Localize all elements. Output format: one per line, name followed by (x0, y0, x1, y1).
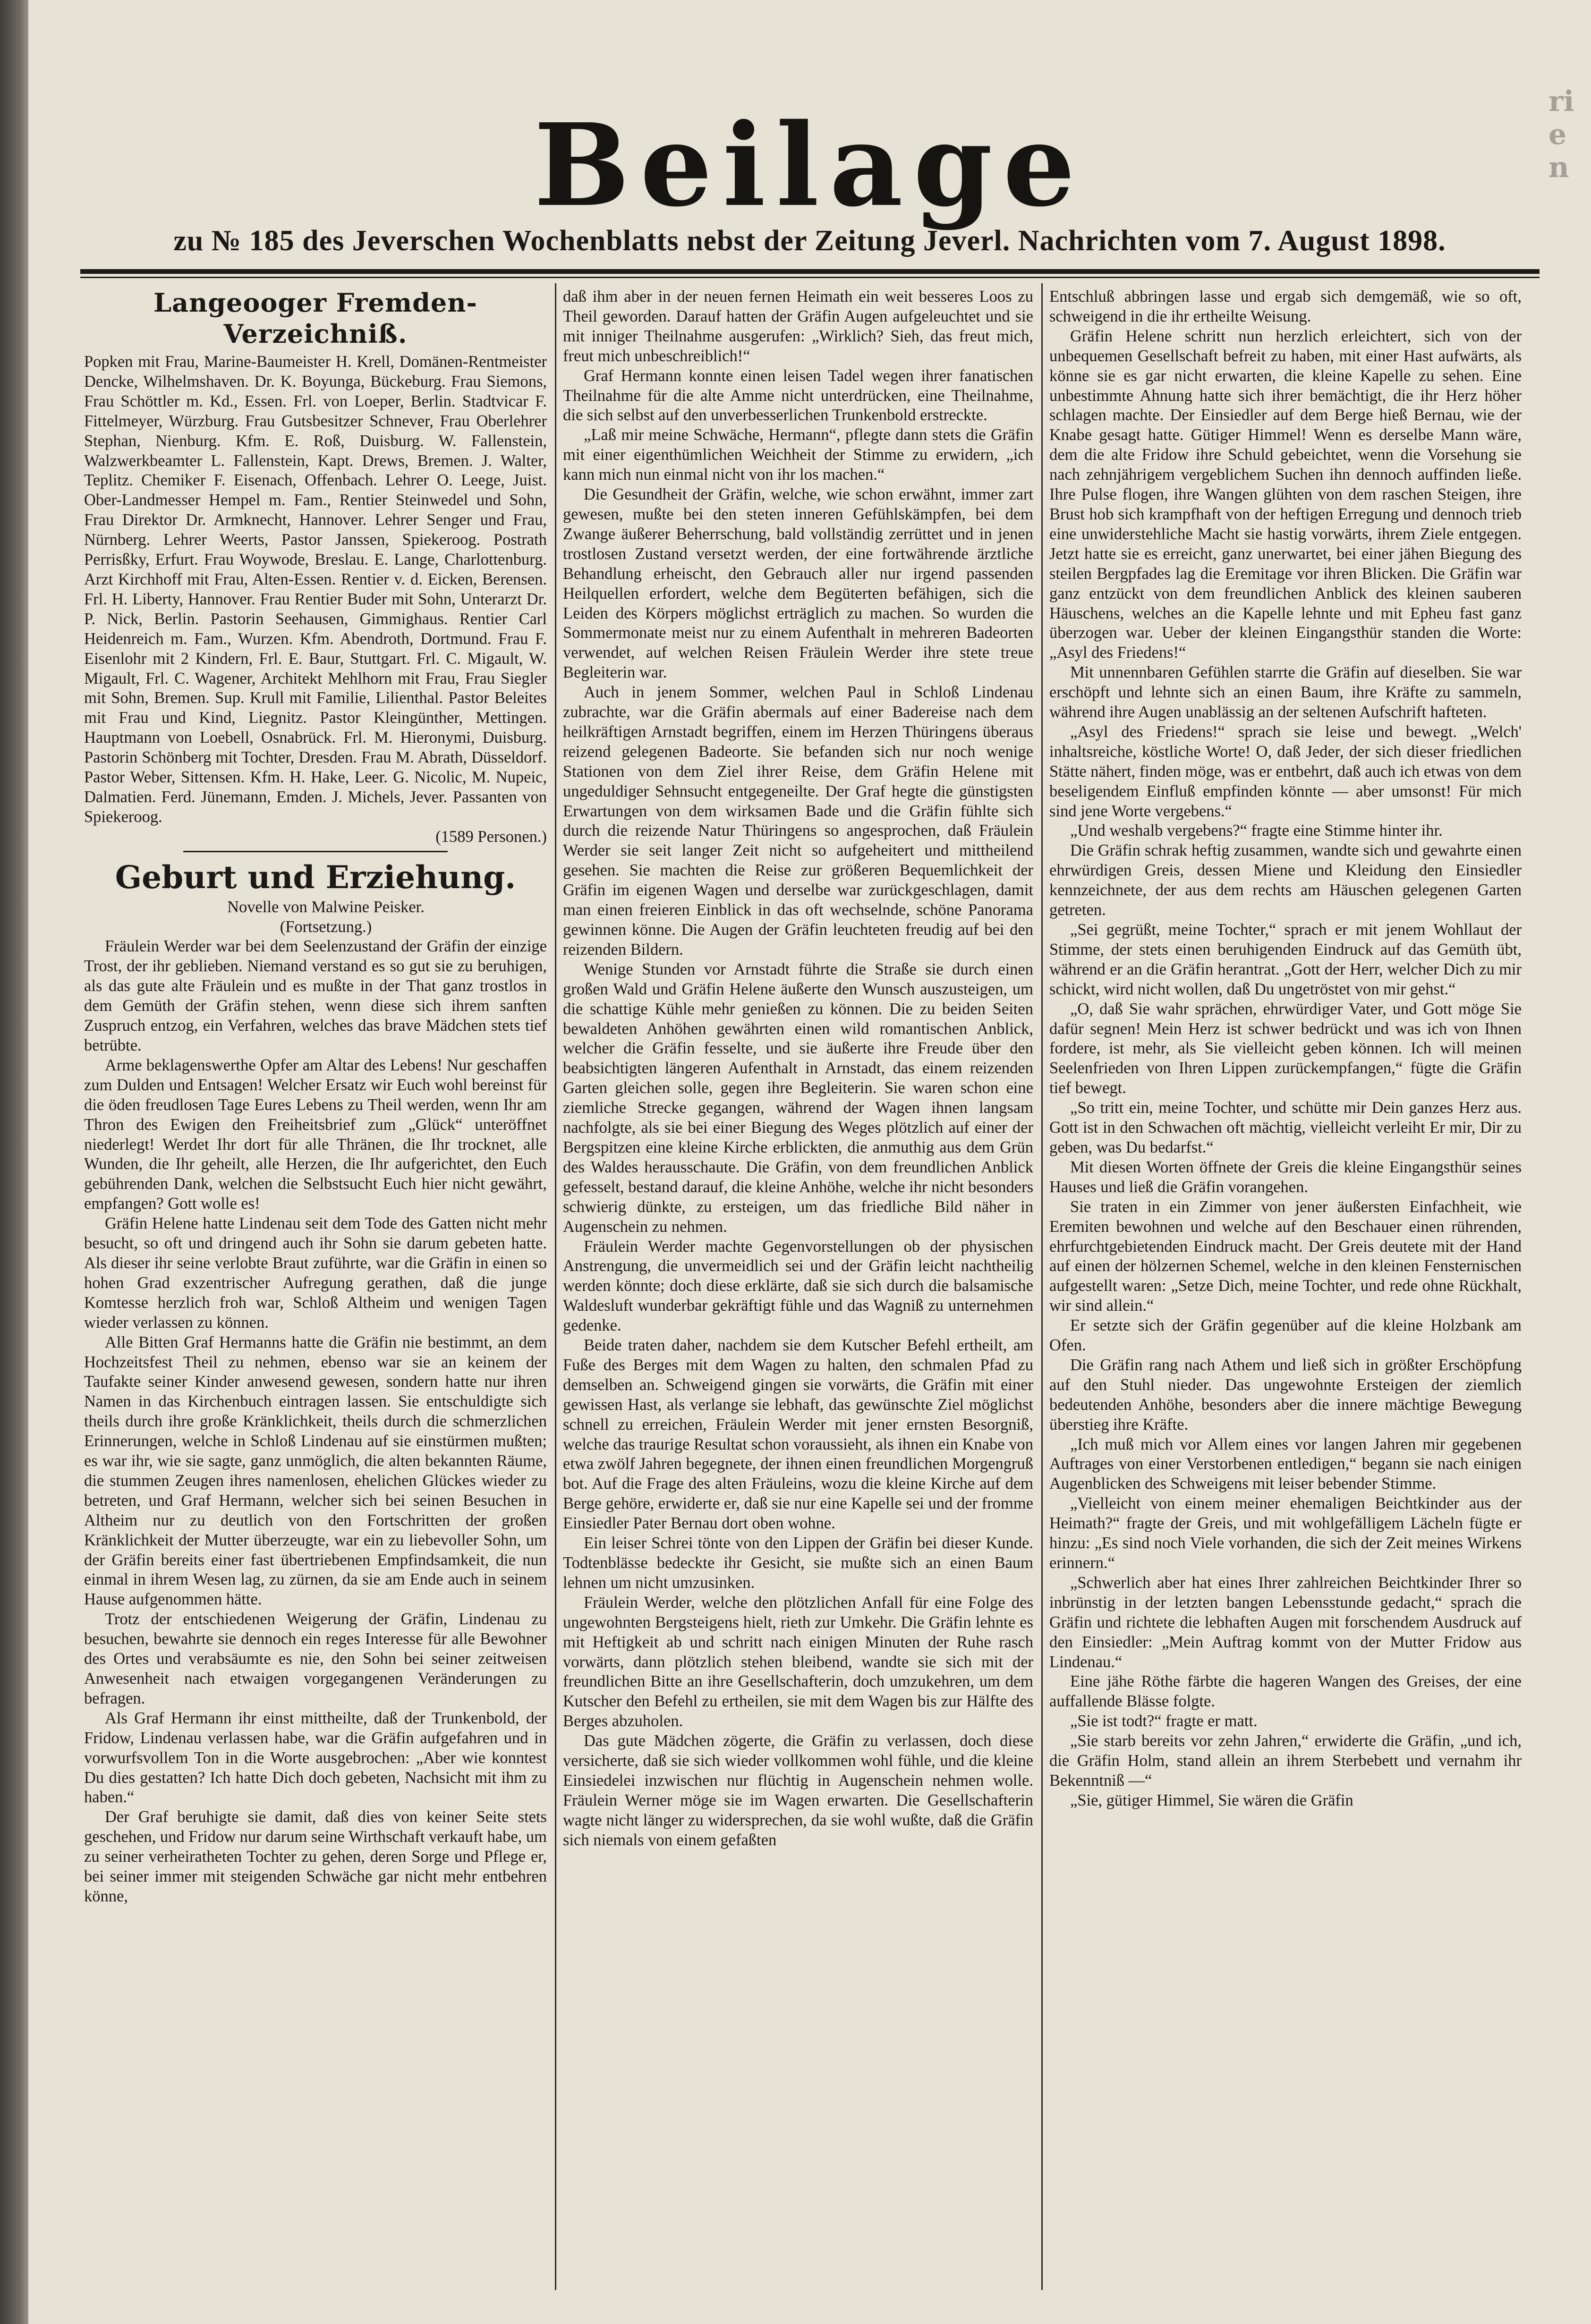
masthead-subline: zu № 185 des Jeverschen Wochenblatts nebst der Zeitung Jeverl. Nachrichten vom 7. August 1898. (173, 225, 1446, 257)
paragraph: „Vielleicht von einem meiner ehemaligen Beichtkinder aus der Heimath?“ fragte der Greis, und mit wohlgefälligem Lächeln fügte er hinzu: „Es sind noch Viele vorhanden, die sich der Zeit meines Wirkens erinnern.“ (1049, 1494, 1522, 1572)
novel-title: Geburt und Erziehung. (115, 858, 516, 896)
masthead-title: Beilage (534, 99, 1086, 232)
paragraph: Graf Hermann konnte einen leisen Tadel wegen ihrer fanatischen Theilnahme für die alte Amme nicht unterdrücken, eine Theilnahme, die sich selbst auf den unverbesserlichen Trunkenbold erstreckte. (563, 366, 1033, 424)
novel-continued-note: (Fortsetzung.) (280, 917, 372, 936)
paragraph: Fräulein Werder, welche den plötzlichen Anfall für eine Folge des ungewohnten Bergsteigens hielt, rieth zur Umkehr. Die Gräfin lehnte es mit Heftigkeit ab und schritt nach einigen Minuten der Ruhe rasch vorwärts, dann plötzlich stehen bleibend, wandte sie sich mit der freundlichen Bitte an ihre Gesellschafterin, doch umzukehren, um dem Kutscher den Befehl zu ertheilen, sie mit dem Wagen bis zur Hälfte des Berges abzuholen. (563, 1593, 1033, 1730)
paragraph: Alle Bitten Graf Hermanns hatte die Gräfin nie bestimmt, an dem Hochzeitsfest Theil zu nehmen, ebenso war sie an keinem der Taufakte seiner Kinder anwesend gewesen, sondern hatte nur ihren Namen in das Kirchenbuch eintragen lassen. Sie entschuldigte sich theils durch ihre große Kränklichkeit, theils durch die schmerzlichen Erinnerungen, welche in Schloß Lindenau auf sie einstürmen mußten; es war ihr, wie sie sagte, ganz unmöglich, die alten bekannten Räume, die stummen Zeugen ihres namenlosen, ehelichen Glückes wieder zu betreten, und Graf Hermann, welcher sich bei seinen Besuchen in Altheim nur zu deutlich von den Fortschritten der großen Kränklichkeit der Mutter überzeugte, war ein zu liebevoller Sohn, um der Gräfin bereits einer fast übertriebenen Empfindsamkeit, die nun einmal in ihrem Wesen lag, zu zürnen, da sie am Ende auch in seinem Hause aufgenommen hätte. (84, 1333, 547, 1609)
paragraph: „Sie starb bereits vor zehn Jahren,“ erwiderte die Gräfin, „und ich, die Gräfin Holm, stand allein an ihrem Sterbebett und vernahm ihr Bekenntniß —“ (1049, 1732, 1522, 1790)
header-rule-thin (80, 277, 1540, 278)
paragraph: „Und weshalb vergebens?“ fragte eine Stimme hinter ihr. (1070, 822, 1443, 840)
guest-list-heading: Langeooger Fremden-Verzeichniß. (153, 288, 477, 349)
section-divider (183, 851, 448, 852)
paragraph: Mit unnennbaren Gefühlen starrte die Gräfin auf dieselben. Sie war erschöpft und lehnte sich an einen Baum, ihre Kräfte zu sammeln, während ihre Augen unablässig an der seltenen Aufschrift hafteten. (1049, 663, 1522, 721)
paragraph: Wenige Stunden vor Arnstadt führte die Straße sie durch einen großen Wald und Gräfin Helene äußerte den Wunsch auszusteigen, um die schattige Kühle mehr genießen zu können. Die zu beiden Seiten bewaldeten Anhöhen gewährten einen wild romantischen Anblick, welcher die Gräfin fesselte, und sie äußerte ihre Freude über den beabsichtigten längeren Aufenthalt in Arnstadt, das einem reizenden Garten gleichen solle, gegen ihre Begleiterin. Sie waren schon eine ziemliche Strecke gegangen, während der Wagen ihnen langsam nachfolgte, als sie bei einer Biegung des Weges plötzlich auf einer der Bergspitzen eine kleine Kirche erblickten, die anmuthig aus dem Grün des Waldes herausschaute. Die Gräfin, von dem freundlichen Anblick gefesselt, bestand darauf, die kleine Anhöhe, welche ihr nicht besonders schwierig dünkte, zu ersteigen, um das friedliche Bild näher in Augenschein zu nehmen. (563, 960, 1033, 1236)
paragraph: Auch in jenem Sommer, welchen Paul in Schloß Lindenau zubrachte, war die Gräfin abermals auf einer Badereise nach dem heilkräftigen Arnstadt begriffen, einem im Herzen Thüringens überaus reizend gelegenen Badeorte. Sie befanden sich nur noch wenige Stationen von dem Ziel ihrer Reise, dem Gräfin Helene mit ungeduldiger Sehnsucht entgegeneilte. Der Graf hegte die günstigsten Erwartungen von dem wirksamen Bade und die Gräfin fühlte sich durch die reizende Natur Thüringens so angesprochen, daß Fräulein Werder sie seit langer Zeit nicht so aufgeheitert und mittheilend gesehen. Sie machten die Reise zur größeren Bequemlichkeit der Gräfin im eigenen Wagen und derselbe war zurückgeschlagen, damit man einen freieren Einblick in das oft wechselnde, schöne Panorama gewinnen könne. Die Augen der Gräfin leuchteten freudig auf bei den reizenden Bildern. (563, 683, 1033, 958)
column-divider (555, 283, 556, 2290)
paragraph: Fräulein Werder war bei dem Seelenzustand der Gräfin der einzige Trost, der ihr geblieben. Niemand verstand es so gut sie zu beruhigen, als das gute alte Fräulein und es mußte in der That ganz trostlos in dem Gemüth der Gräfin stehen, wenn diese sich ihrem sanften Zuspruch entzog, ein Verfahren, welches das brave Mädchen stets tief betrübte. (84, 937, 547, 1054)
paragraph: „Sie, gütiger Himmel, Sie wären die Gräfin (1070, 1791, 1353, 1809)
paragraph: Die Gräfin schrak heftig zusammen, wandte sich und gewahrte einen ehrwürdigen Greis, dessen Miene und Kleidung den Einsiedler kennzeichnete, der aus dem rechts am Häuschen gelegenen Garten getreten. (1049, 841, 1522, 919)
paragraph: „Laß mir meine Schwäche, Hermann“, pflegte dann stets die Gräfin mit einer eigenthümlichen Weichheit der Stimme zu erwidern, „ich kann mich nun einmal nicht von ihr los machen.“ (563, 426, 1033, 484)
guest-list-count: (1589 Personen.) (435, 827, 547, 846)
column-3 (1049, 287, 1522, 2284)
paragraph: Eine jähe Röthe färbte die hageren Wangen des Greises, der eine auffallende Blässe folgte. (1049, 1672, 1522, 1711)
paragraph: Gräfin Helene hatte Lindenau seit dem Tode des Gatten nicht mehr besucht, so oft und dringend auch ihr Sohn sie darum gebeten hatte. Als dieser ihr seine verlobte Braut zuführte, war die Gräfin in einen so hohen Grad exzentrischer Aufregung gerathen, daß die junge Komtesse herzlich froh war, Schloß Altheim und wenigen Tagen wieder verlassen zu können. (84, 1214, 547, 1332)
header-rule-thick (80, 269, 1540, 274)
paragraph: Sie traten in ein Zimmer von jener äußersten Einfachheit, wie Eremiten bewohnen und welche auf den Beschauer einen rührenden, ehrfurchtgebietenden Eindruck macht. Der Greis deutete mit der Hand auf einen der hölzernen Schemel, welche in den kleinen Fensternischen aufgestellt waren: „Setze Dich, meine Tochter, und rede ohne Rückhalt, wir sind allein.“ (1049, 1197, 1522, 1315)
paragraph: „Asyl des Friedens!“ sprach sie leise und bewegt. „Welch' inhaltsreiche, köstliche Worte! O, daß Jeder, der sich dieser friedlichen Stätte nähert, finden möge, was er entbehrt, daß auch ich etwas von dem beseligendem Einfluß empfinden könnte — aber umsonst! Für mich sind jene Worte vergebens.“ (1049, 722, 1522, 820)
paragraph: Mit diesen Worten öffnete der Greis die kleine Eingangsthür seines Hauses und ließ die Gräfin vorangehen. (1049, 1158, 1522, 1196)
paragraph: Das gute Mädchen zögerte, die Gräfin zu verlassen, doch diese versicherte, daß sie sich wieder vollkommen wohl fühle, und die kleine Einsiedelei inzwischen nur flüchtig in Augenschein nehmen wolle. Fräulein Werner möge sie im Wagen erwarten. Die Gesellschafterin wagte nicht länger zu widersprechen, da sie wohl wußte, daß die Gräfin sich niemals von einem gefaßten (563, 1732, 1033, 1849)
paragraph: Fräulein Werder machte Gegenvorstellungen ob der physischen Anstrengung, die unvermeidlich sei und der Gräfin leicht nachtheilig werden könnte; doch diese erklärte, daß sie sich durch die balsamische Waldesluft wunderbar gekräftigt fühle und das Wagniß zu unternehmen gedenke. (563, 1237, 1033, 1335)
paragraph: daß ihm aber in der neuen fernen Heimath ein weit besseres Loos zu Theil geworden. Darauf hatten der Gräfin Augen aufgeleuchtet und sie mit inniger Theilnahme ausgerufen: „Wirklich? Sieh, das freut mich, freut mich unbeschreiblich!“ (563, 288, 1033, 365)
paragraph: Die Gräfin rang nach Athem und ließ sich in größter Erschöpfung auf den Stuhl nieder. Das ungewohnte Ersteigen der ziemlich bedeutenden Anhöhe, besonders aber die innere mächtige Bewegung überstieg ihre Kräfte. (1049, 1356, 1522, 1433)
paragraph: Trotz der entschiedenen Weigerung der Gräfin, Lindenau zu besuchen, bewahrte sie dennoch ein reges Interesse für alle Bewohner des Ortes und verabsäumte es nie, den Sohn bei seiner zeitweisen Anwesenheit nach etwaigen vorgegangenen Veränderungen zu befragen. (84, 1610, 547, 1707)
paragraph: „Ich muß mich vor Allem eines vor langen Jahren mir gegebenen Auftrages von einer Verstorbenen entledigen,“ begann sie nach einigen Augenblicken des Schweigens mit leiser bebender Stimme. (1049, 1435, 1522, 1493)
paragraph: Der Graf beruhigte sie damit, daß dies von keiner Seite stets geschehen, und Fridow nur darum seine Wirthschaft verkauft habe, um zu seiner verheiratheten Tochter zu gehen, deren Sorge und Pflege er, bei seiner immer mit steigenden Schwäche gar nicht mehr entbehren könne, (84, 1808, 547, 1905)
book-spine (0, 0, 28, 2324)
novel-byline: Novelle von Malwine Peisker. (227, 898, 425, 916)
paragraph: Er setzte sich der Gräfin gegenüber auf die kleine Holzbank am Ofen. (1049, 1316, 1522, 1355)
paragraph: „Schwerlich aber hat eines Ihrer zahlreichen Beichtkinder Ihrer so inbrünstig in der letzten bangen Lebensstunde gedacht,“ sprach die Gräfin und richtete die lebhaften Augen mit forschendem Ausdruck auf den Einsiedler: „Mein Auftrag kommt von der Mutter Fridow aus Lindenau.“ (1049, 1573, 1522, 1671)
guest-list-text: Popken mit Frau, Marine-Baumeister H. Krell, Domänen-Rentmeister Dencke, Wilhelmshaven. Dr. K. Boyunga, Bückeburg. Frau Siemons, Frau Schöttler m. Kd., Essen. Frl. von Loeper, Berlin. Stadtvicar F. Fittelmeyer, Würzburg. Frau Gutsbesitzer Schnever, Frau Oberlehrer Stephan, Nienburg. Kfm. E. Roß, Duisburg. W. Fallenstein, Walzwerkbeamter L. Fallenstein, Kapt. Drews, Bremen. J. Walter, Teplitz. Chemiker F. Eisenach, Offenbach. Lehrer O. Leege, Juist. Ober-Landmesser Hempel m. Fam., Rentier Steinwedel und Sohn, Frau Direktor Dr. Armknecht, Hannover. Lehrer Senger und Frau, Nürnberg. Lehrer Weerts, Pastor Janssen, Spiekeroog. Postrath Perrisßky, Erfurt. Frau Woywode, Breslau. E. Lange, Charlottenburg. Arzt Kirchhoff mit Frau, Alten-Essen. Rentier v. d. Eicken, Berensen. Frl. H. Liberty, Hannover. Frau Rentier Buder mit Sohn, Unterarzt Dr. P. Nick, Berlin. Pastorin Seehausen, Gimmighaus. Rentier Carl Heidenreich m. Fam., Wurzen. Kfm. Abendroth, Dortmund. Frau F. Eisenlohr mit 2 Kindern, Frl. E. Baur, Stuttgart. Frl. C. Migault, W. Migault, Frl. C. Wagener, Architekt Mehlhorn mit Frau, Frau Siegler mit Sohn, Bremen. Sup. Krull mit Familie, Lilienthal. Pastor Beleites mit Frau und Kind, Liegnitz. Pastor Kleingünther, Mettingen. Hauptmann von Loebell, Osnabrück. Frl. M. Hieronymi, Duisburg. Pastorin Schönberg mit Tochter, Dresden. Frau M. Abrath, Düsseldorf. Pastor Weber, Sittensen. Kfm. H. Hake, Leer. G. Nicolic, M. Nupeic, Dalmatien. Ferd. Jünemann, Emden. J. Michels, Jever. Passanten von Spiekeroog. (84, 353, 547, 826)
paragraph: Beide traten daher, nachdem sie dem Kutscher Befehl ertheilt, am Fuße des Berges mit dem Wagen zu halten, den schmalen Pfad zu demselben an. Schweigend gingen sie vorwärts, die Gräfin mit einer gewissen Hast, als verlange sie lebhaft, das gewünschte Ziel möglichst schnell zu erreichen, Fräulein Werder mit jener ernsten Besorgniß, welche das traurige Resultat schon voraussieht, als ihnen ein Knabe von etwa zwölf Jahren begegnete, der ihnen einen freundlichen Morgengruß bot. Auf die Frage des alten Fräuleins, wozu die kleine Kirche auf dem Berge gehöre, erwiderte er, daß sie nur eine Kapelle sei und der fromme Einsiedler Pater Bernau dort oben wohne. (563, 1336, 1033, 1533)
paragraph: Entschluß abbringen lasse und ergab sich demgemäß, wie so oft, schweigend in die ihr ertheilte Weisung. (1049, 288, 1522, 325)
column-1 (84, 287, 547, 2284)
paragraph: „So tritt ein, meine Tochter, und schütte mir Dein ganzes Herz aus. Gott ist in den Schwachen oft mächtig, vielleicht verleiht Er mir, Dir zu geben, was Du bedarfst.“ (1049, 1099, 1522, 1156)
paragraph: Die Gesundheit der Gräfin, welche, wie schon erwähnt, immer zart gewesen, mußte bei den steten inneren Gefühlskämpfen, bei dem Zwange äußerer Beherrschung, bald vollständig zerrüttet und in jenen trostlosen Zustand versetzt werden, der eine fortwährende ärztliche Behandlung erheischt, den Gebrauch aller nur irgend passenden Heilquellen erfordert, welche dem Begüterten befähigen, sich die Leiden des Körpers möglichst erträglich zu machen. So wurden die Sommermonate meist nur zu einem Aufenthalt in mehreren Badeorten verwendet, auf welchen Reisen Fräulein Werder ihre stete treue Begleiterin war. (563, 485, 1033, 682)
paragraph: Ein leiser Schrei tönte von den Lippen der Gräfin bei dieser Kunde. Todtenblässe bedeckte ihr Gesicht, sie mußte sich an einen Baum lehnen um nicht umzusinken. (563, 1534, 1033, 1592)
paragraph: „Sei gegrüßt, meine Tochter,“ sprach er mit jenem Wohllaut der Stimme, der stets einen beruhigenden Eindruck auf das Gemüth übt, während er an die Gräfin herantrat. „Gott der Herr, welcher Dich zu mir schickt, wird nicht wollen, daß Du ungetröstet von mir gehst.“ (1049, 921, 1522, 998)
paragraph: „O, daß Sie wahr sprächen, ehrwürdiger Vater, und Gott möge Sie dafür segnen! Mein Herz ist schwer bedrückt und was ich von Ihnen fordere, ist mehr, als Sie vielleicht geben können. Ich will meinen Seelenfrieden von Ihren Lippen zurückempfangen,“ fügte die Gräfin tief bewegt. (1049, 1000, 1522, 1097)
paragraph: „Sie ist todt?“ fragte er matt. (1070, 1712, 1258, 1730)
column-2 (563, 287, 1033, 2284)
paragraph: Als Graf Hermann ihr einst mittheilte, daß der Trunkenbold, der Fridow, Lindenau verlassen habe, war die Gräfin aufgefahren und in vorwurfsvollem Ton in die Worte ausgebrochen: „Aber wie konntest Du dies gestatten? Ich hatte Dich doch gebeten, Nachsicht mit ihm zu haben.“ (84, 1709, 547, 1807)
newspaper-page (28, 0, 1591, 2324)
adjacent-page-edge: ri e n (1548, 85, 1574, 184)
paragraph: Arme beklagenswerthe Opfer am Altar des Lebens! Nur geschaffen zum Dulden und Entsagen! Welcher Ersatz wir Euch wohl bereinst für die öden freudlosen Tage Eures Lebens zu Theil werden, wenn Ihr am Thron des Ewigen den Freiheitsbrief zum „Glück“ unteröffnet niederlegt! Werdet Ihr dort für alle Thränen, die Ihr trocknet, alle Wunden, die Ihr geheilt, alle Herzen, die Ihr aufgerichtet, den Euch gebührenden Dank, welchen die Selbstsucht Euch hier nicht gewährt, empfangen? Gott wolle es! (84, 1056, 547, 1213)
column-divider (1041, 283, 1043, 2290)
paragraph: Gräfin Helene schritt nun herzlich erleichtert, sich von der unbequemen Gesellschaft befreit zu haben, mit einer Hast aufwärts, als könne sie es gar nicht erwarten, die kleine Kapelle zu sehen. Eine unbestimmte Ahnung hatte sich ihrer bemächtigt, die ihr Herz höher schlagen machte. Der Einsiedler auf dem Berge hieß Bernau, wie der Knabe gesagt hatte. Gütiger Himmel! Wenn es derselbe Mann wäre, dem die alte Fridow ihre Schuld gebeichtet, wenn die Vorsehung sie nach zehnjährigem vergeblichem Suchen ihn dennoch auffinden ließe. Ihre Pulse flogen, ihre Wangen glühten von dem raschen Steigen, ihre Brust hob sich krampfhaft von der heftigen Erregung und dennoch trieb eine unwiderstehliche Macht sie hastig vorwärts, ihrem Ziele entgegen. Jetzt hatte sie es erreicht, ganz unerwartet, bei einer jähen Biegung des steilen Bergpfades lag die Eremitage vor ihren Blicken. Die Gräfin war ganz entzückt von dem freundlichen Anblick des kleinen sauberen Häuschens, welches an die Kapelle lehnte und mit Epheu fast ganz überzogen war. Ueber der kleinen Eingangsthür standen die Worte: „Asyl des Friedens!“ (1049, 327, 1522, 662)
